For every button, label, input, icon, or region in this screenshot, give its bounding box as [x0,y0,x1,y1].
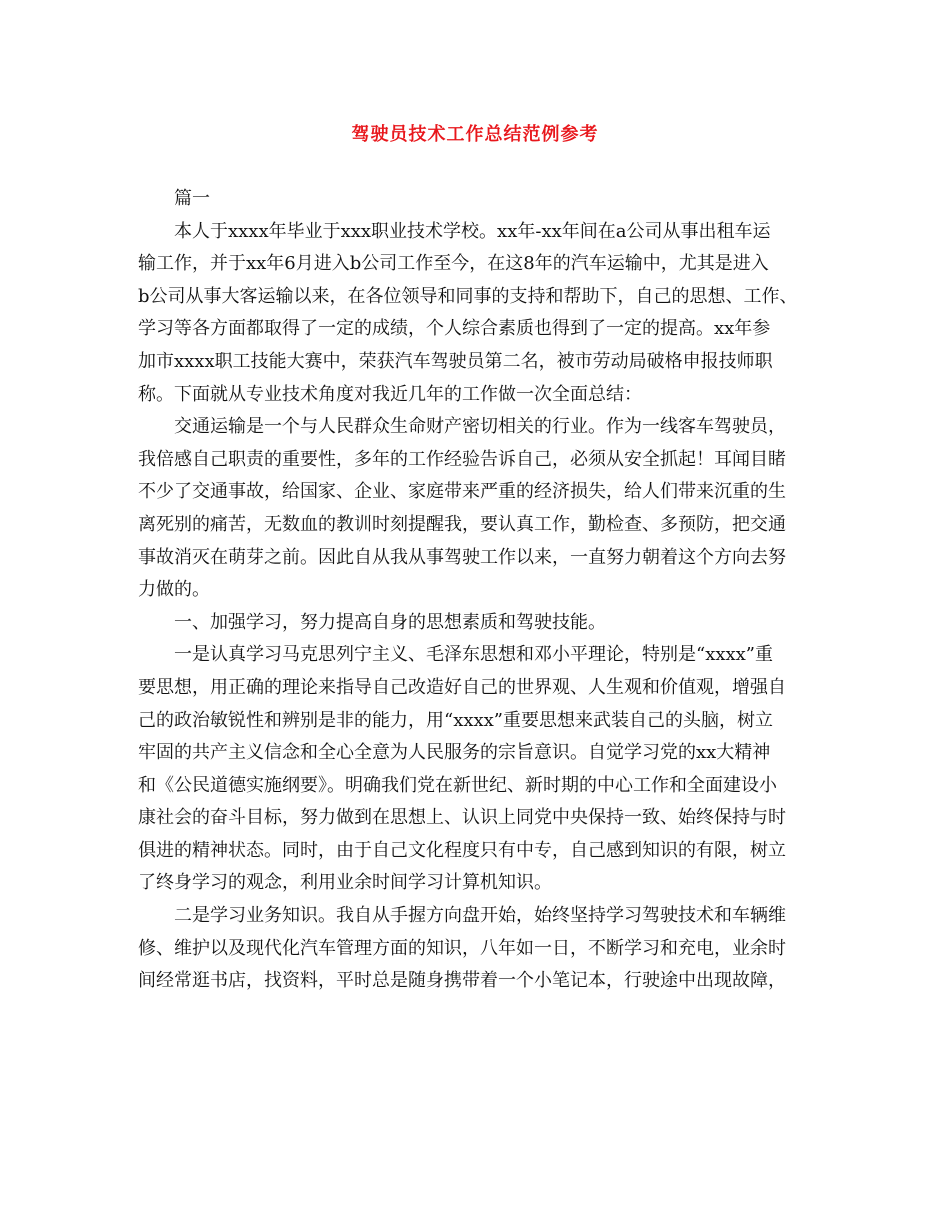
section-heading-part-one: 篇一 [174,188,210,209]
body-line: 不少了交通事故，给国家、企业、家庭带来严重的经济损失，给人们带来沉重的生 [138,481,786,503]
body-line: 加市xxxx职工技能大赛中，荣获汽车驾驶员第二名，被市劳动局破格申报技师职 [138,350,773,372]
body-line: 力做的。 [138,579,210,601]
body-line: 俱进的精神状态。同时，由于自己文化程度只有中专，自己感到知识的有限，树立 [138,839,786,861]
body-line: 交通运输是一个与人民群众生命财产密切相关的行业。作为一线客车驾驶员， [174,416,786,438]
body-line: 间经常逛书店，找资料，平时总是随身携带着一个小笔记本，行驶途中出现故障， [138,970,786,992]
body-line: 二是学习业务知识。我自从手握方向盘开始，始终坚持学习驾驶技术和车辆维 [174,905,786,927]
subsection-heading: 一、加强学习，努力提高自身的思想素质和驾驶技能。 [174,611,606,633]
body-line: 离死别的痛苦，无数血的教训时刻提醒我，要认真工作，勤检查、多预防，把交通 [138,513,786,535]
body-line: 要思想，用正确的理论来指导自己改造好自己的世界观、人生观和价值观，增强自 [138,676,786,698]
body-line: 康社会的奋斗目标，努力做到在思想上、认识上同党中央保持一致、始终保持与时 [138,807,786,829]
body-line: 学习等各方面都取得了一定的成绩，个人综合素质也得到了一定的提高。xx年参 [138,318,771,340]
body-line: 事故消灭在萌芽之前。因此自从我从事驾驶工作以来，一直努力朝着这个方向去努 [138,546,786,568]
body-line: 一是认真学习马克思列宁主义、毛泽东思想和邓小平理论，特别是“xxxx”重 [174,644,774,666]
document-title: 驾驶员技术工作总结范例参考 [351,124,599,145]
body-line: 和《公民道德实施纲要》。明确我们党在新世纪、新时期的中心工作和全面建设小 [138,774,777,796]
body-line: 修、维护以及现代化汽车管理方面的知识，八年如一日，不断学习和充电，业余时 [138,937,786,959]
body-line: 输工作，并于xx年6月进入b公司工作至今，在这8年的汽车运输中，尤其是进入 [138,253,769,275]
body-line: 牢固的共产主义信念和全心全意为人民服务的宗旨意识。自觉学习党的xx大精神 [138,742,771,764]
body-line: 称。下面就从专业技术角度对我近几年的工作做一次全面总结： [138,383,642,405]
document-body [138,183,822,998]
body-line: 己的政治敏锐性和辨别是非的能力，用“xxxx”重要思想来武装自己的头脑，树立 [138,709,774,731]
body-line: 本人于xxxx年毕业于xxx职业技术学校。xx年-xx年间在a公司从事出租车运 [174,220,771,242]
body-line: b公司从事大客运输以来，在各位领导和同事的支持和帮助下，自己的思想、工作、 [138,285,798,307]
body-line: 我倍感自己职责的重要性，多年的工作经验告诉自己，必须从安全抓起！耳闻目睹 [138,448,786,470]
body-line: 了终身学习的观念，利用业余时间学习计算机知识。 [138,872,552,894]
